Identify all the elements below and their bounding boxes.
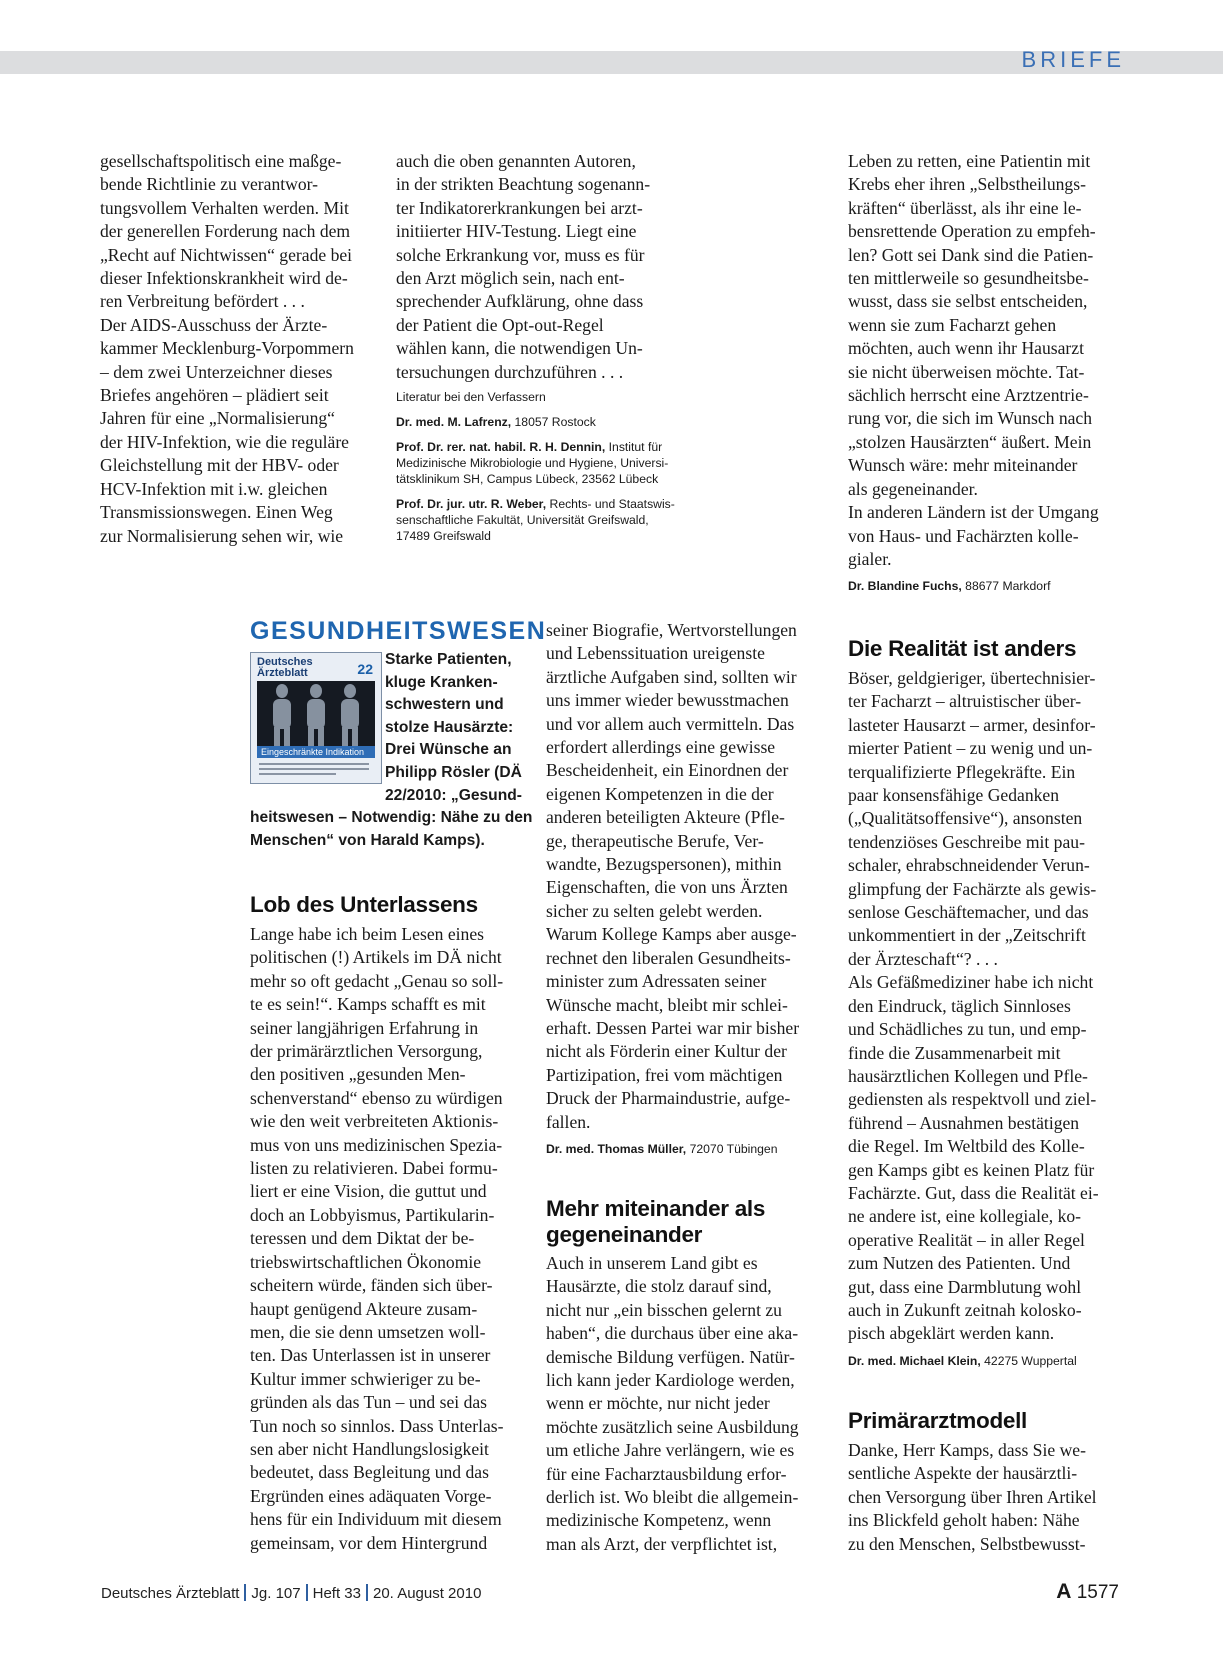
text-line: („Qualitätsoffensive“), ansonsten bbox=[848, 808, 1083, 829]
signature-klein: Dr. med. Michael Klein, 42275 Wuppertal bbox=[848, 1354, 1077, 1368]
text-line: bensrettende Operation zu empfeh- bbox=[848, 221, 1096, 242]
letter-mehr-text bbox=[546, 1252, 799, 1556]
text-line: ten. Das Unterlassen ist in unserer bbox=[250, 1345, 491, 1366]
text-line: haupt genügend Akteure zusam- bbox=[250, 1298, 478, 1319]
letter-primaer-text bbox=[848, 1439, 1097, 1556]
text-line: rung vor, die sich im Wunsch nach bbox=[848, 408, 1093, 429]
text-line: führend – Ausnahmen bestätigen bbox=[848, 1112, 1080, 1133]
text-line: seiner langjährigen Erfahrung in bbox=[250, 1017, 479, 1038]
rubric-teaser-bottom: heitswesen – Notwendig: Nähe zu den Menschen“ von Harald Kamps). bbox=[250, 809, 533, 849]
text-line: der primärärztlichen Versorgung, bbox=[250, 1041, 483, 1062]
text-line: sen aber nicht Handlungslosigkeit bbox=[250, 1438, 489, 1459]
text-line: nicht als Förderin einer Kultur der bbox=[546, 1041, 787, 1062]
text-line: pisch abgeklärt werden kann. bbox=[848, 1323, 1055, 1344]
text-line: listen zu relativieren. Dabei formu- bbox=[250, 1158, 498, 1179]
text-line: medizinische Kompetenz, wenn bbox=[546, 1510, 772, 1531]
text-line: sächlich herrscht eine Arztzentrie- bbox=[848, 385, 1089, 406]
letter-fuchs-text bbox=[848, 150, 1099, 571]
text-line: den Eindruck, täglich Sinnloses bbox=[848, 995, 1071, 1016]
text-line: unkommentiert in der „Zeitschrift bbox=[848, 925, 1086, 946]
text-line: initiierter HIV-Testung. Liegt eine bbox=[396, 221, 637, 242]
text-line: Lange habe ich beim Lesen eines bbox=[250, 924, 484, 944]
signature-dennin: Prof. Dr. rer. nat. habil. R. H. Dennin, Institut für Medizinische Mikrobiologie und Hygiene, Universi- tätsklinikum SH, Campus Lübeck, 23562 Lübeck bbox=[396, 440, 669, 486]
text-line: len? Gott sei Dank sind die Patien- bbox=[848, 244, 1094, 265]
cover-issue-number: 22 bbox=[357, 661, 373, 677]
text-line: demische Bildung verfügen. Natür- bbox=[546, 1346, 795, 1367]
cover-xray-image bbox=[257, 681, 375, 749]
text-line: wenn sie zum Facharzt gehen bbox=[848, 314, 1057, 335]
cover-title: Deutsches Ärzteblatt bbox=[257, 656, 313, 679]
rubric-title: GESUNDHEITSWESEN bbox=[250, 617, 547, 645]
text-line: tungsvollem Verhalten werden. Mit bbox=[100, 197, 349, 218]
text-line: „Recht auf Nichtwissen“ gerade bei bbox=[100, 244, 353, 265]
text-line: mus von uns medizinischen Spezia- bbox=[250, 1134, 503, 1155]
letter-lob-continued bbox=[546, 619, 799, 1134]
text-line: Tun noch so sinnlos. Dass Unterlas- bbox=[250, 1415, 504, 1436]
text-line: Hausärzte, die stolz darauf sind, bbox=[546, 1276, 772, 1297]
text-line: zum Nutzen des Patienten. Und bbox=[848, 1253, 1071, 1274]
text-line: chen Versorgung über Ihren Artikel bbox=[848, 1486, 1097, 1507]
text-line: schaler, ehrabschneidender Verun- bbox=[848, 855, 1090, 876]
text-line: paar konsensfähige Gedanken bbox=[848, 785, 1060, 806]
text-line: und Schädliches zu tun, und emp- bbox=[848, 1019, 1087, 1040]
text-line: wählen kann, die notwendigen Un- bbox=[396, 338, 643, 359]
text-line: Partizipation, frei vom mächtigen bbox=[546, 1064, 783, 1085]
text-line: hens für ein Individuum mit diesem bbox=[250, 1509, 502, 1530]
text-line: nicht nur „ein bisschen gelernt zu bbox=[546, 1299, 782, 1320]
text-line: gemeinsam, vor dem Hintergrund bbox=[250, 1532, 488, 1553]
text-line: von Haus- und Fachärzten kolle- bbox=[848, 525, 1079, 546]
signature-lafrenz: Dr. med. M. Lafrenz, 18057 Rostock bbox=[396, 415, 596, 429]
text-line: „stolzen Hausärzten“ äußert. Mein bbox=[848, 431, 1092, 452]
cover-text-lines bbox=[259, 763, 369, 778]
heading-primaerarztmodell: Primärarztmodell bbox=[848, 1408, 1028, 1433]
text-line: der Ärzteschaft“? . . . bbox=[848, 948, 998, 969]
text-line: gen Kamps gibt es keinen Platz für bbox=[848, 1159, 1095, 1180]
text-line: Böser, geldgieriger, übertechnisier- bbox=[848, 668, 1096, 688]
text-line: und Lebenssituation ureigenste bbox=[546, 643, 765, 664]
text-line: lich kann jeder Kardiologe werden, bbox=[546, 1370, 795, 1391]
text-line: senlose Geschäftemacher, und das bbox=[848, 902, 1089, 923]
text-line: gialer. bbox=[848, 548, 892, 569]
text-line: zu den Menschen, Selbstbewusst- bbox=[848, 1533, 1086, 1554]
text-line: ter Indikatorerkrankungen bei arzt- bbox=[396, 197, 643, 218]
footer-volume: Jg. 107 bbox=[251, 1585, 301, 1602]
text-line: lasteter Hausarzt – armer, desinfor- bbox=[848, 714, 1096, 735]
magazine-cover-thumbnail bbox=[250, 652, 382, 784]
text-line: hausärztlichen Kollegen und Pfle- bbox=[848, 1065, 1088, 1086]
text-line: Fachärzte. Gut, dass die Realität ei- bbox=[848, 1182, 1099, 1203]
text-line: teressen und dem Diktat der be- bbox=[250, 1228, 475, 1249]
footer-citation bbox=[101, 1584, 481, 1602]
page-number: A 1577 bbox=[1056, 1580, 1119, 1603]
text-line: um etliche Jahre verlängern, wie es bbox=[546, 1440, 795, 1461]
text-line: triebswirtschaftlichen Ökonomie bbox=[250, 1251, 482, 1272]
text-line: in der strikten Beachtung sogenann- bbox=[396, 174, 651, 195]
text-line: Leben zu retten, eine Patientin mit bbox=[848, 151, 1091, 171]
text-line: doch an Lobbyismus, Partikularin- bbox=[250, 1204, 495, 1225]
letter-realitaet-text bbox=[848, 667, 1099, 1346]
text-line: mierter Patient – zu wenig und un- bbox=[848, 738, 1093, 759]
text-line: Der AIDS-Ausschuss der Ärzte- bbox=[100, 314, 328, 335]
text-line: der Patient die Opt-out-Regel bbox=[396, 314, 604, 335]
text-line: ge, therapeutische Berufe, Ver- bbox=[546, 830, 764, 851]
text-line: anderen beteiligten Akteure (Pfle- bbox=[546, 807, 785, 828]
text-line: wenn er möchte, nur nicht jeder bbox=[546, 1393, 770, 1414]
text-line: Danke, Herr Kamps, dass Sie we- bbox=[848, 1440, 1086, 1460]
text-line: derlich ist. Wo bleibt die allgemein- bbox=[546, 1487, 799, 1508]
text-line: wie den weit verbreiteten Aktionis- bbox=[250, 1111, 499, 1132]
text-line: sie nicht überweisen möchte. Tat- bbox=[848, 361, 1085, 382]
footer-journal: Deutsches Ärzteblatt bbox=[101, 1585, 240, 1602]
text-line: auch die oben genannten Autoren, bbox=[396, 151, 636, 171]
text-line: Ergründen eines adäquaten Vorge- bbox=[250, 1485, 492, 1506]
text-line: möchte zusätzlich seine Ausbildung bbox=[546, 1416, 799, 1437]
letter-top-col1 bbox=[100, 150, 354, 548]
text-line: und vor allem auch vermitteln. Das bbox=[546, 713, 795, 734]
text-line: Auch in unserem Land gibt es bbox=[546, 1253, 758, 1273]
text-line: haben“, die durchaus über eine aka- bbox=[546, 1323, 799, 1344]
text-line: ärztliche Aufgaben sind, sollten wir bbox=[546, 666, 797, 687]
cover-headline: Eingeschränkte Indikation bbox=[257, 746, 375, 758]
footer-issue: Heft 33 bbox=[312, 1585, 361, 1602]
text-line: liert er eine Vision, die guttut und bbox=[250, 1181, 487, 1202]
text-line: Wünsche macht, bleibt mir schlei- bbox=[546, 994, 788, 1015]
text-line: Eigenschaften, die von uns Ärzten bbox=[546, 877, 788, 898]
literature-note: Literatur bei den Verfassern bbox=[396, 390, 546, 404]
text-line: sentliche Aspekte der hausärztli- bbox=[848, 1463, 1078, 1484]
text-line: seiner Biografie, Wertvorstellungen bbox=[546, 620, 797, 640]
text-line: Briefes angehören – plädiert seit bbox=[100, 385, 329, 406]
text-line: der generellen Forderung nach dem bbox=[100, 221, 351, 242]
text-line: eigenen Kompetenzen in die der bbox=[546, 783, 774, 804]
text-line: mehr so oft gedacht „Genau so soll- bbox=[250, 970, 504, 991]
text-line: te es sein!“. Kamps schafft es mit bbox=[250, 994, 486, 1015]
letter-top-col2 bbox=[396, 150, 650, 384]
text-line: man als Arzt, der verpflichtet ist, bbox=[546, 1533, 778, 1554]
heading-mehr-miteinander: Mehr miteinander als gegeneinander bbox=[546, 1196, 766, 1247]
signature-fuchs: Dr. Blandine Fuchs, 88677 Markdorf bbox=[848, 579, 1051, 593]
text-line: als gegeneinander. bbox=[848, 478, 978, 499]
text-line: bende Richtlinie zu verantwor- bbox=[100, 174, 319, 195]
text-line: bedeutet, dass Begleitung und das bbox=[250, 1462, 489, 1483]
text-line: gründen als das Tun – und sei das bbox=[250, 1392, 488, 1413]
rubric-teaser-right: Starke Patienten, kluge Kranken- schwestern und stolze Hausärzte: Drei Wünsche an Philipp Rösler (DÄ 22/2010: „Gesund- bbox=[385, 651, 522, 804]
text-line: zur Normalisierung sehen wir, wie bbox=[100, 525, 344, 546]
signature-weber: Prof. Dr. jur. utr. R. Weber, Rechts- und Staatswis- senschaftliche Fakultät, Universität Greifswald, 17489 Greifswald bbox=[396, 497, 675, 543]
text-line: gesellschaftspolitisch eine maßge- bbox=[100, 151, 342, 171]
footer-date: 20. August 2010 bbox=[373, 1585, 482, 1602]
text-line: wusst, dass sie selbst entscheiden, bbox=[848, 291, 1088, 312]
text-line: den positiven „gesunden Men- bbox=[250, 1064, 466, 1085]
text-line: Jahren für eine „Normalisierung“ bbox=[100, 408, 335, 429]
text-line: glimpfung der Fachärzte als gewis- bbox=[848, 878, 1097, 899]
text-line: gut, dass eine Darmblutung wohl bbox=[848, 1276, 1082, 1297]
text-line: operative Realität – in aller Regel bbox=[848, 1229, 1085, 1250]
text-line: Wunsch wäre: mehr miteinander bbox=[848, 455, 1078, 476]
text-line: den Arzt möglich sein, nach ent- bbox=[396, 268, 625, 289]
text-line: scheitern würde, fänden sich über- bbox=[250, 1275, 493, 1296]
text-line: In anderen Ländern ist der Umgang bbox=[848, 502, 1099, 523]
text-line: uns immer wieder bewusstmachen bbox=[546, 690, 789, 711]
text-line: rechnet den liberalen Gesundheits- bbox=[546, 947, 791, 968]
section-tag: BRIEFE bbox=[1021, 47, 1125, 72]
text-line: gediensten als respektvoll und ziel- bbox=[848, 1089, 1097, 1110]
text-line: sicher zu selten gelebt werden. bbox=[546, 900, 763, 921]
text-line: möchten, auch wenn ihr Hausarzt bbox=[848, 338, 1084, 359]
text-line: politischen (!) Artikels im DÄ nicht bbox=[250, 947, 502, 968]
text-line: tendenziöses Geschreibe mit pau- bbox=[848, 831, 1085, 852]
text-line: ter Facharzt – altruistischer über- bbox=[848, 691, 1082, 712]
text-line: die Regel. Im Weltbild des Kolle- bbox=[848, 1136, 1085, 1157]
text-line: kammer Mecklenburg-Vorpommern bbox=[100, 338, 354, 359]
text-line: Druck der Pharmaindustrie, aufge- bbox=[546, 1088, 791, 1109]
text-line: terqualifizierte Pflegekräfte. Ein bbox=[848, 761, 1076, 782]
text-line: Gleichstellung mit der HBV- oder bbox=[100, 455, 339, 476]
text-line: dieser Infektionskrankheit wird de- bbox=[100, 268, 348, 289]
text-line: auch in Zukunft zeitnah kolosko- bbox=[848, 1299, 1082, 1320]
text-line: HCV-Infektion mit i.w. gleichen bbox=[100, 478, 328, 499]
text-line: Krebs eher ihren „Selbstheilungs- bbox=[848, 174, 1086, 195]
heading-lob-des-unterlassens: Lob des Unterlassens bbox=[250, 892, 478, 917]
text-line: – dem zwei Unterzeichner dieses bbox=[100, 361, 333, 382]
text-line: der HIV-Infektion, wie die reguläre bbox=[100, 431, 349, 452]
text-line: ins Blickfeld geholt haben: Nähe bbox=[848, 1510, 1080, 1531]
signature-mueller: Dr. med. Thomas Müller, 72070 Tübingen bbox=[546, 1142, 778, 1156]
text-line: Kultur immer schwieriger zu be- bbox=[250, 1368, 481, 1389]
text-line: ren Verbreitung befördert . . . bbox=[100, 291, 305, 312]
text-line: kräften“ überlässt, als ihr eine le- bbox=[848, 197, 1082, 218]
text-line: fallen. bbox=[546, 1111, 591, 1132]
text-line: schenverstand“ ebenso zu würdigen bbox=[250, 1087, 503, 1108]
heading-realitaet: Die Realität ist anders bbox=[848, 636, 1077, 661]
text-line: erhaft. Dessen Partei war mir bisher bbox=[546, 1017, 800, 1038]
text-line: Warum Kollege Kamps aber ausge- bbox=[546, 924, 797, 945]
text-line: Bescheidenheit, ein Einordnen der bbox=[546, 760, 789, 781]
text-line: minister zum Adressaten seiner bbox=[546, 971, 767, 992]
text-line: Transmissionswegen. Einen Weg bbox=[100, 502, 333, 523]
letter-lob-text bbox=[250, 923, 504, 1555]
text-line: wandte, Bezugspersonen), mithin bbox=[546, 854, 782, 875]
text-line: finde die Zusammenarbeit mit bbox=[848, 1042, 1061, 1063]
text-line: tersuchungen durchzuführen . . . bbox=[396, 361, 624, 382]
text-line: Als Gefäßmediziner habe ich nicht bbox=[848, 972, 1094, 993]
text-line: für eine Facharztausbildung erfor- bbox=[546, 1463, 787, 1484]
text-line: erfordert allerdings eine gewisse bbox=[546, 737, 776, 758]
text-line: solche Erkrankung vor, muss es für bbox=[396, 244, 645, 265]
text-line: men, die sie denn umsetzen woll- bbox=[250, 1321, 486, 1342]
text-line: ten mittlerweile so gesundheitsbe- bbox=[848, 268, 1089, 289]
text-line: ne andere ist, eine kollegiale, ko- bbox=[848, 1206, 1082, 1227]
text-line: sprechender Aufklärung, ohne dass bbox=[396, 291, 644, 312]
